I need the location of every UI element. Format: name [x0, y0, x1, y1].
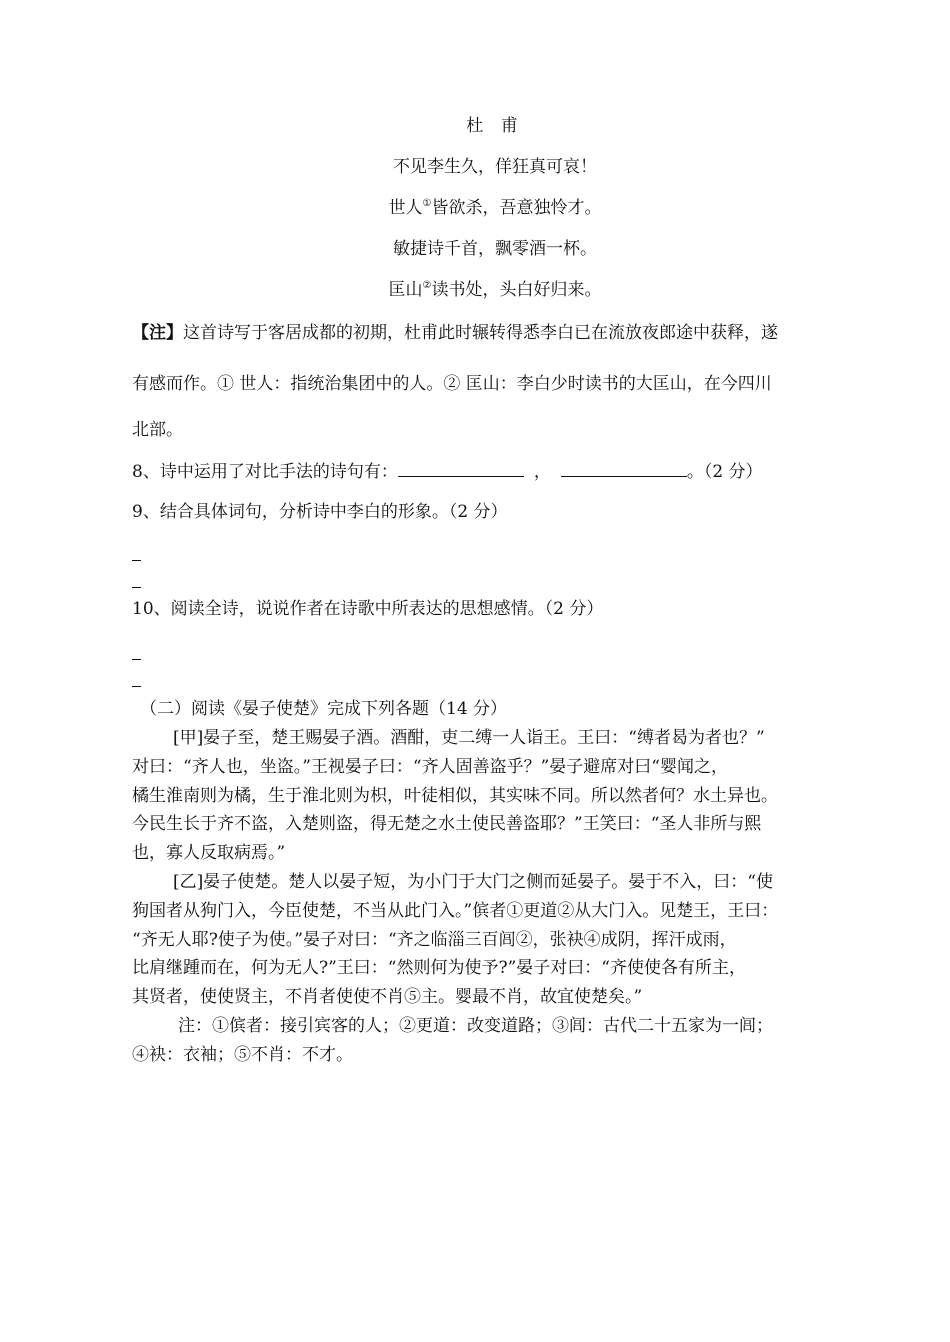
passage-yi-line: 比肩继踵而在，何为无人?”王曰：“然则何为使予?”晏子对曰：“齐使使各有所主， — [132, 958, 746, 978]
question-8-text: 8、诗中运用了对比手法的诗句有： — [132, 462, 398, 482]
passage-jia-line: [甲]晏子至，楚王赐晏子酒。酒酣，吏二缚一人诣王。王曰：“缚者曷为者也？” — [173, 728, 765, 748]
passage-jia-line: 也，寡人反取病焉。” — [132, 843, 286, 863]
passage-jia-line: 对曰：“齐人也，坐盗。”王视晏子曰：“齐人固善盗乎？”晏子避席对曰“婴闻之， — [132, 757, 728, 777]
poem-line-1: 不见李生久，佯狂真可哀！ — [393, 157, 597, 177]
footnote-marker-2: ② — [422, 280, 432, 291]
question-8 — [132, 458, 763, 484]
note-text-1: 这首诗写于客居成都的初期，杜甫此时辗转得悉李白已在流放夜郎途中获释，遂 — [183, 323, 778, 343]
section-2-heading: （二）阅读《晏子使楚》完成下列各题（14 分） — [140, 699, 508, 719]
poem-line-2 — [0, 196, 950, 220]
poem-note-line-2: 有感而作。① 世人：指统治集团中的人。② 匡山：李白少时读书的大匡山，在今四川 — [132, 374, 772, 394]
answer-line — [132, 587, 141, 588]
poem-line-4-post: 读书处，头白好归来。 — [431, 280, 602, 300]
answer-line — [132, 560, 141, 561]
poem-note-line-3: 北部。 — [132, 420, 183, 440]
answer-blank-1[interactable] — [398, 458, 524, 477]
question-8-score: 。（2 分） — [686, 462, 763, 482]
poem-line-4 — [0, 278, 950, 302]
passage-yi-line: [乙]晏子使楚。楚人以晏子短，为小门于大门之侧而延晏子。晏于不入，曰：“使 — [173, 872, 773, 892]
answer-line — [132, 686, 141, 687]
poem-line-4-pre: 匡山 — [388, 280, 423, 300]
question-8-separator: ， — [533, 462, 551, 482]
passage-notes-line: 注：①傧者：接引宾客的人；②更道：改变道路；③闾：古代二十五家为一闾； — [178, 1016, 773, 1036]
passage-yi-line: 狗国者从狗门入，今臣使楚，不当从此门入。”傧者①更道②从大门入。见楚王，王曰： — [132, 901, 779, 921]
passage-jia-line: 今民生长于齐不盗，入楚则盗，得无楚之水土使民善盗耶？”王笑曰：“圣人非所与熙 — [132, 814, 762, 834]
answer-line — [132, 659, 141, 660]
passage-jia-line: 橘生淮南则为橘，生于淮北则为枳，叶徒相似，其实味不同。所以然者何？水土异也。 — [132, 786, 778, 806]
passage-yi-line: “齐无人耶?使子为使。”晏子对曰：“齐之临淄三百闾②，张袂④成阴，挥汗成雨， — [132, 930, 737, 950]
question-10: 10、阅读全诗，说说作者在诗歌中所表达的思想感情。（2 分） — [132, 599, 604, 619]
answer-blank-2[interactable] — [561, 458, 687, 477]
poem-note-line-1 — [132, 321, 778, 345]
question-9: 9、结合具体词句，分析诗中李白的形象。（2 分） — [132, 502, 508, 522]
passage-yi-line: 其贤者，使使贤主，不肖者使使不肖⑤主。婴最不肖，故宜使楚矣。” — [132, 987, 643, 1007]
passage-notes-line: ④袂：衣袖；⑤不肖：不才。 — [132, 1045, 353, 1065]
poem-line-3: 敏捷诗千首，飘零酒一杯。 — [393, 239, 597, 259]
poem-line-2-pre: 世人 — [388, 198, 423, 218]
note-bracket: 【注】 — [132, 323, 183, 343]
footnote-marker-1: ① — [422, 198, 432, 209]
poem-author: 杜 甫 — [466, 116, 524, 136]
poem-line-2-post: 皆欲杀，吾意独怜才。 — [431, 198, 602, 218]
